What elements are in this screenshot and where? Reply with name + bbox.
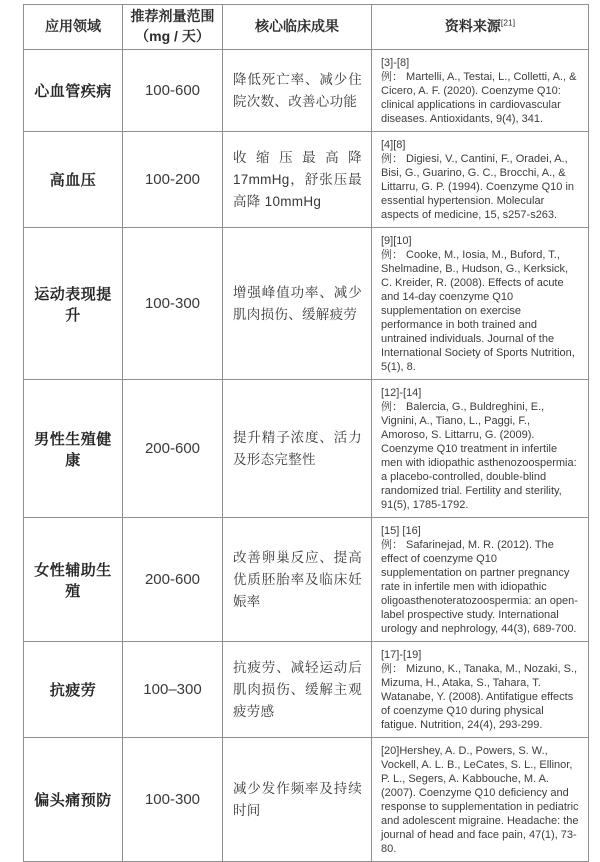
clinical-outcome-cell: 提升精子浓度、活力及形态完整性: [223, 380, 372, 518]
table-row: [24, 518, 589, 642]
table-row: [24, 228, 589, 380]
reference-citation: [20]Hershey, A. D., Powers, S. W., Vockell, A. L. B., LeCates, S. L., Ellinor, P. L., Segers, A. Kabbouche, M. A. (2007). Coenzyme Q10 deficiency and response to supplementation in pediatric and adolescent migraine. Headache: the journal of head and face pain, 47(1), 73-80.: [381, 745, 579, 855]
col-header-dose-range: [123, 5, 223, 50]
application-area-cell: 高血压: [24, 132, 123, 228]
reference-cell: [372, 738, 589, 862]
source-header-label: 资料来源: [444, 18, 501, 35]
application-area-cell: 心血管疾病: [24, 50, 123, 132]
application-area-cell: 偏头痛预防: [24, 738, 123, 862]
col-header-source: [372, 5, 589, 50]
dose-range-cell: 100-300: [123, 738, 223, 862]
clinical-outcome-cell: 抗疲劳、减轻运动后肌肉损伤、缓解主观疲劳感: [223, 642, 372, 738]
reference-citation: 例： Martelli, A., Testai, L., Colletti, A., & Cicero, A. F. (2020). Coenzyme Q10: clinical applications in cardiovascular diseases. Antioxidants, 9(4), 341.: [381, 71, 577, 125]
clinical-outcome-cell: 增强峰值功率、减少肌肉损伤、缓解疲劳: [223, 228, 372, 380]
header-row: [24, 5, 589, 50]
reference-citation: 例： Digiesi, V., Cantini, F., Oradei, A., Bisi, G., Guarino, G. C., Brocchi, A., & Littarru, G. P. (1994). Coenzyme Q10 in essential hypertension. Molecular aspects of medicine, 15, s257-s263.: [381, 153, 574, 221]
reference-tag: [17]-[19]: [381, 649, 422, 661]
table-row: [24, 132, 589, 228]
dose-range-cell: 100-300: [123, 228, 223, 380]
clinical-outcome-cell: 减少发作频率及持续时间: [223, 738, 372, 862]
application-area-cell: 男性生殖健康: [24, 380, 123, 518]
reference-tag: [9][10]: [381, 235, 412, 247]
clinical-outcome-cell: 改善卵巢反应、提高优质胚胎率及临床妊娠率: [223, 518, 372, 642]
table-row: [24, 380, 589, 518]
reference-cell: [372, 50, 589, 132]
reference-cell: [372, 518, 589, 642]
reference-tag: [12]-[14]: [381, 387, 422, 399]
dose-range-cell: 100–300: [123, 642, 223, 738]
reference-cell: [372, 228, 589, 380]
table-row: [24, 642, 589, 738]
dose-range-cell: 200-600: [123, 380, 223, 518]
coq10-dosage-table: [23, 4, 589, 862]
dose-range-cell: 100-200: [123, 132, 223, 228]
reference-citation: 例： Safarinejad, M. R. (2012). The effect of coenzyme Q10 supplementation on partner pregnancy rate in infertile men with idiopathic oligoasthenoteratozoospermia: an open-label prospective study. International urology and nephrology, 44(3), 689-700.: [381, 539, 578, 635]
reference-tag: [3]-[8]: [381, 57, 410, 69]
clinical-outcome-cell: 收缩压最高降17mmHg，舒张压最高降 10mmHg: [223, 132, 372, 228]
reference-tag: [15] [16]: [381, 525, 421, 537]
table-row: [24, 50, 589, 132]
application-area-cell: 运动表现提升: [24, 228, 123, 380]
reference-cell: [372, 380, 589, 518]
reference-citation: 例： Balercia, G., Buldreghini, E., Vignini, A., Tiano, L., Paggi, F., Amoroso, S. Littarru, G. (2009). Coenzyme Q10 treatment in infertile men with idiopathic asthenozoospermia: a placebo-controlled, double-blind randomized trial. Fertility and sterility, 91(5), 1785-1792.: [381, 401, 577, 511]
dose-range-cell: 100-600: [123, 50, 223, 132]
clinical-outcome-cell: 降低死亡率、减少住院次数、改善心功能: [223, 50, 372, 132]
reference-cell: [372, 132, 589, 228]
application-area-cell: 抗疲劳: [24, 642, 123, 738]
reference-cell: [372, 642, 589, 738]
dose-range-cell: 200-600: [123, 518, 223, 642]
dose-header-line1: 推荐剂量范围: [130, 8, 215, 25]
table-row: [24, 738, 589, 862]
reference-citation: 例： Mizuno, K., Tanaka, M., Nozaki, S., Mizuma, H., Ataka, S., Tahara, T. Watanabe, Y. (2008). Antifatigue effects of coenzyme Q10 during physical fatigue. Nutrition, 24(4), 293-299.: [381, 663, 578, 731]
reference-citation: 例： Cooke, M., Iosia, M., Buford, T., Shelmadine, B., Hudson, G., Kerksick, C. Kreider, R. (2008). Effects of acute and 14-day coenzyme Q10 supplementation on exercise performance in both trained and untrained individuals. Journal of the International Society of Sports Nutrition, 5(1), 8.: [381, 249, 575, 373]
application-area-cell: 女性辅助生殖: [24, 518, 123, 642]
col-header-application-area: 应用领域: [24, 5, 123, 50]
coq10-dosage-table-container: [23, 4, 588, 862]
source-citation-superscript: [21]: [500, 17, 516, 28]
col-header-clinical-outcome: 核心临床成果: [223, 5, 372, 50]
reference-tag: [4][8]: [381, 139, 406, 151]
dose-header-line2: （mg / 天）: [135, 28, 210, 44]
